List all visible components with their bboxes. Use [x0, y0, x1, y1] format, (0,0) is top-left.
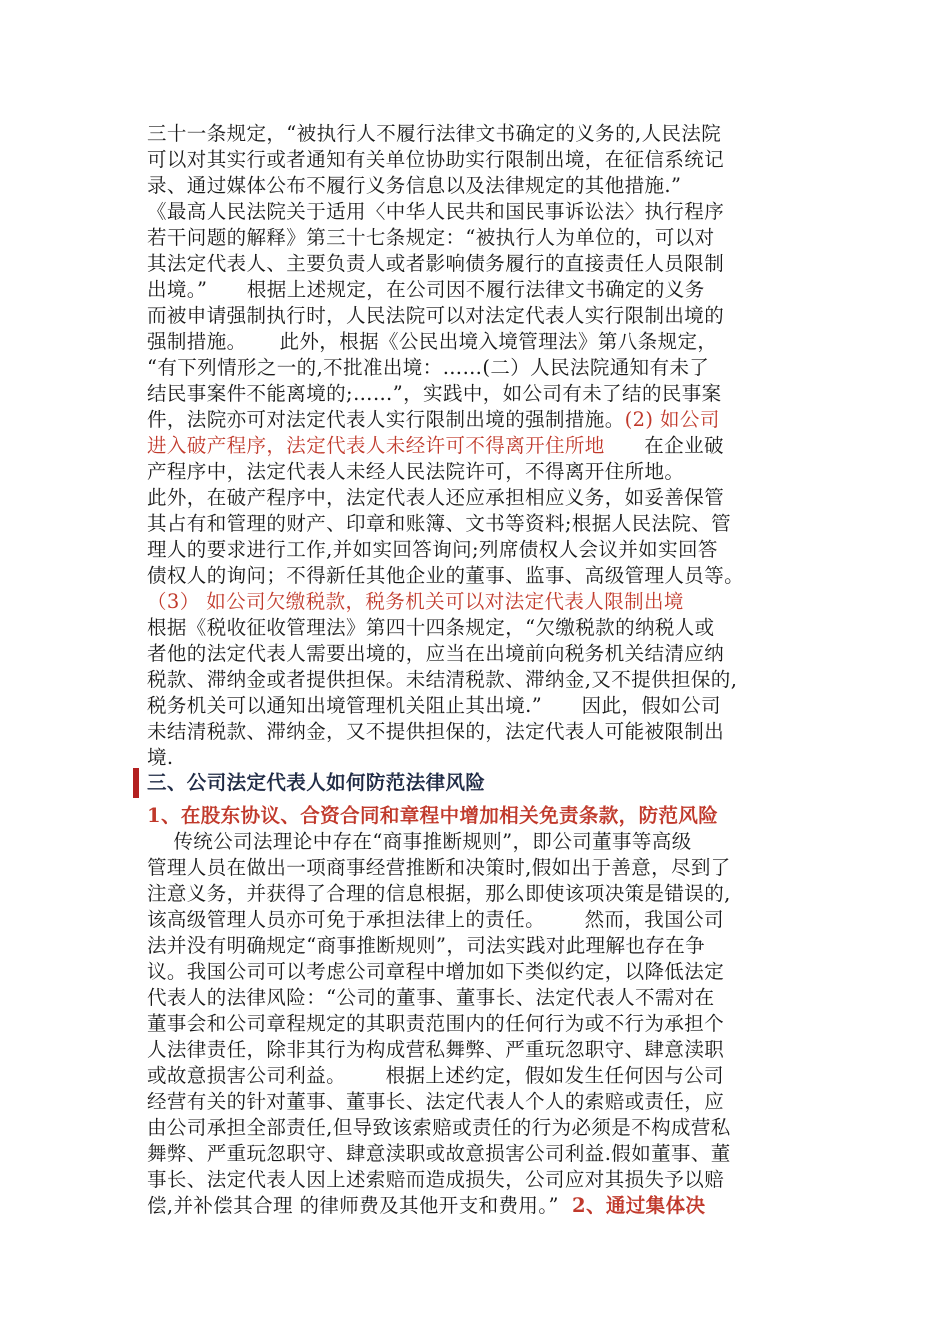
text-line: 境. [147, 746, 174, 769]
text-line: 代表人的法律风险：“公司的董事、董事长、法定代表人不需对在 [147, 986, 715, 1009]
text-line: 此外，在破产程序中，法定代表人还应承担相应义务，如妥善保管 [147, 486, 725, 509]
text-line: “有下列情形之一的,不批准出境：……(二）人民法院通知有未了 [147, 356, 710, 379]
text-line: 其占有和管理的财产、印章和账簿、文书等资料;根据人民法院、管 [147, 512, 732, 535]
text-line: 税款、滞纳金或者提供担保。未结清税款、滞纳金,又不提供担保的, [147, 668, 738, 691]
text-line: 经营有关的针对董事、董事长、法定代表人个人的索赔或责任，应 [147, 1090, 725, 1113]
highlight-heading-2: (2) 如公司 [624, 408, 720, 431]
text-line: 或故意损害公司利益。 根据上述约定，假如发生任何因与公司 [147, 1064, 724, 1087]
text-line: 事长、法定代表人因上述索赔而造成损失，公司应对其损失予以赔 [147, 1168, 725, 1191]
text-line: 税务机关可以通知出境管理机关阻止其出境.” 因此，假如公司 [147, 694, 721, 717]
text-line: 法并没有明确规定“商事推断规则”，司法实践对此理解也存在争 [147, 934, 706, 957]
highlight-heading-3: （3） 如公司欠缴税款，税务机关可以对法定代表人限制出境 [147, 590, 684, 613]
text-segment: 件，法院亦可对法定代表人实行限制出境的强制措施。 [147, 408, 625, 431]
section-marker-bar [133, 768, 139, 798]
text-line: 录、通过媒体公布不履行义务信息以及法律规定的其他措施.” [147, 174, 682, 197]
text-line: 理人的要求进行工作,并如实回答询问;列席债权人会议并如实回答 [147, 538, 718, 561]
text-line: 董事会和公司章程规定的其职责范围内的任何行为或不行为承担个 [147, 1012, 725, 1035]
text-line: 结民事案件不能离境的;……”，实践中，如公司有未了结的民事案 [147, 382, 722, 405]
text-line-mixed [147, 1193, 705, 1219]
text-line: 三十一条规定，“被执行人不履行法律文书确定的义务的,人民法院 [147, 122, 722, 145]
highlight-heading-2-cont: 进入破产程序，法定代表人未经许可不得离开住所地 [147, 434, 605, 457]
section-title: 三、公司法定代表人如何防范法律风险 [147, 771, 486, 794]
subsection-title: 1、在股东协议、合资合同和章程中增加相关免责条款，防范风险 [147, 804, 719, 827]
text-line: 若干问题的解释》第三十七条规定：“被执行人为单位的，可以对 [147, 226, 715, 249]
text-line: 传统公司法理论中存在“商事推断规则”，即公司董事等高级 [147, 830, 692, 853]
text-line: 未结清税款、滞纳金，又不提供担保的，法定代表人可能被限制出 [147, 720, 725, 743]
text-line: 者他的法定代表人需要出境的，应当在出境前向税务机关结清应纳 [147, 642, 725, 665]
text-line: 强制措施。 此外，根据《公民出境入境管理法》第八条规定， [147, 330, 718, 353]
text-line: 而被申请强制执行时，人民法院可以对法定代表人实行限制出境的 [147, 304, 725, 327]
text-line: 议。我国公司可以考虑公司章程中增加如下类似约定，以降低法定 [147, 960, 725, 983]
text-line: 产程序中，法定代表人未经人民法院许可，不得离开住所地。 [147, 460, 685, 483]
text-line-mixed [147, 407, 720, 433]
text-line: 《最高人民法院关于适用〈中华人民共和国民事诉讼法〉执行程序 [147, 200, 725, 223]
text-line: 出境。” 根据上述规定，在公司因不履行法律文书确定的义务 [147, 278, 705, 301]
text-line: 其法定代表人、主要负责人或者影响债务履行的直接责任人员限制 [147, 252, 725, 275]
text-line: 由公司承担全部责任,但导致该索赔或责任的行为必须是不构成营私 [147, 1116, 731, 1139]
text-segment: 偿,并补偿其合理 的律师费及其他开支和费用。” [147, 1194, 573, 1217]
text-line: 根据《税收征收管理法》第四十四条规定，“欠缴税款的纳税人或 [147, 616, 715, 639]
text-line: 可以对其实行或者通知有关单位协助实行限制出境，在征信系统记 [147, 148, 725, 171]
text-line: 舞弊、严重玩忽职守、肆意渎职或故意损害公司利益.假如董事、董 [147, 1142, 731, 1165]
subsection-title-2: 2、通过集体决 [572, 1194, 706, 1217]
text-line: 管理人员在做出一项商事经营推断和决策时,假如出于善意，尽到了 [147, 856, 731, 879]
text-line: 人法律责任，除非其行为构成营私舞弊、严重玩忽职守、肆意渎职 [147, 1038, 725, 1061]
text-line: 债权人的询问；不得新任其他企业的董事、监事、高级管理人员等。 [147, 564, 745, 587]
text-segment: 在企业破 [604, 434, 724, 457]
text-line-mixed [147, 433, 724, 459]
text-line: 注意义务，并获得了合理的信息根据，那么即使该项决策是错误的, [147, 882, 731, 905]
text-line: 该高级管理人员亦可免于承担法律上的责任。 然而，我国公司 [147, 908, 724, 931]
